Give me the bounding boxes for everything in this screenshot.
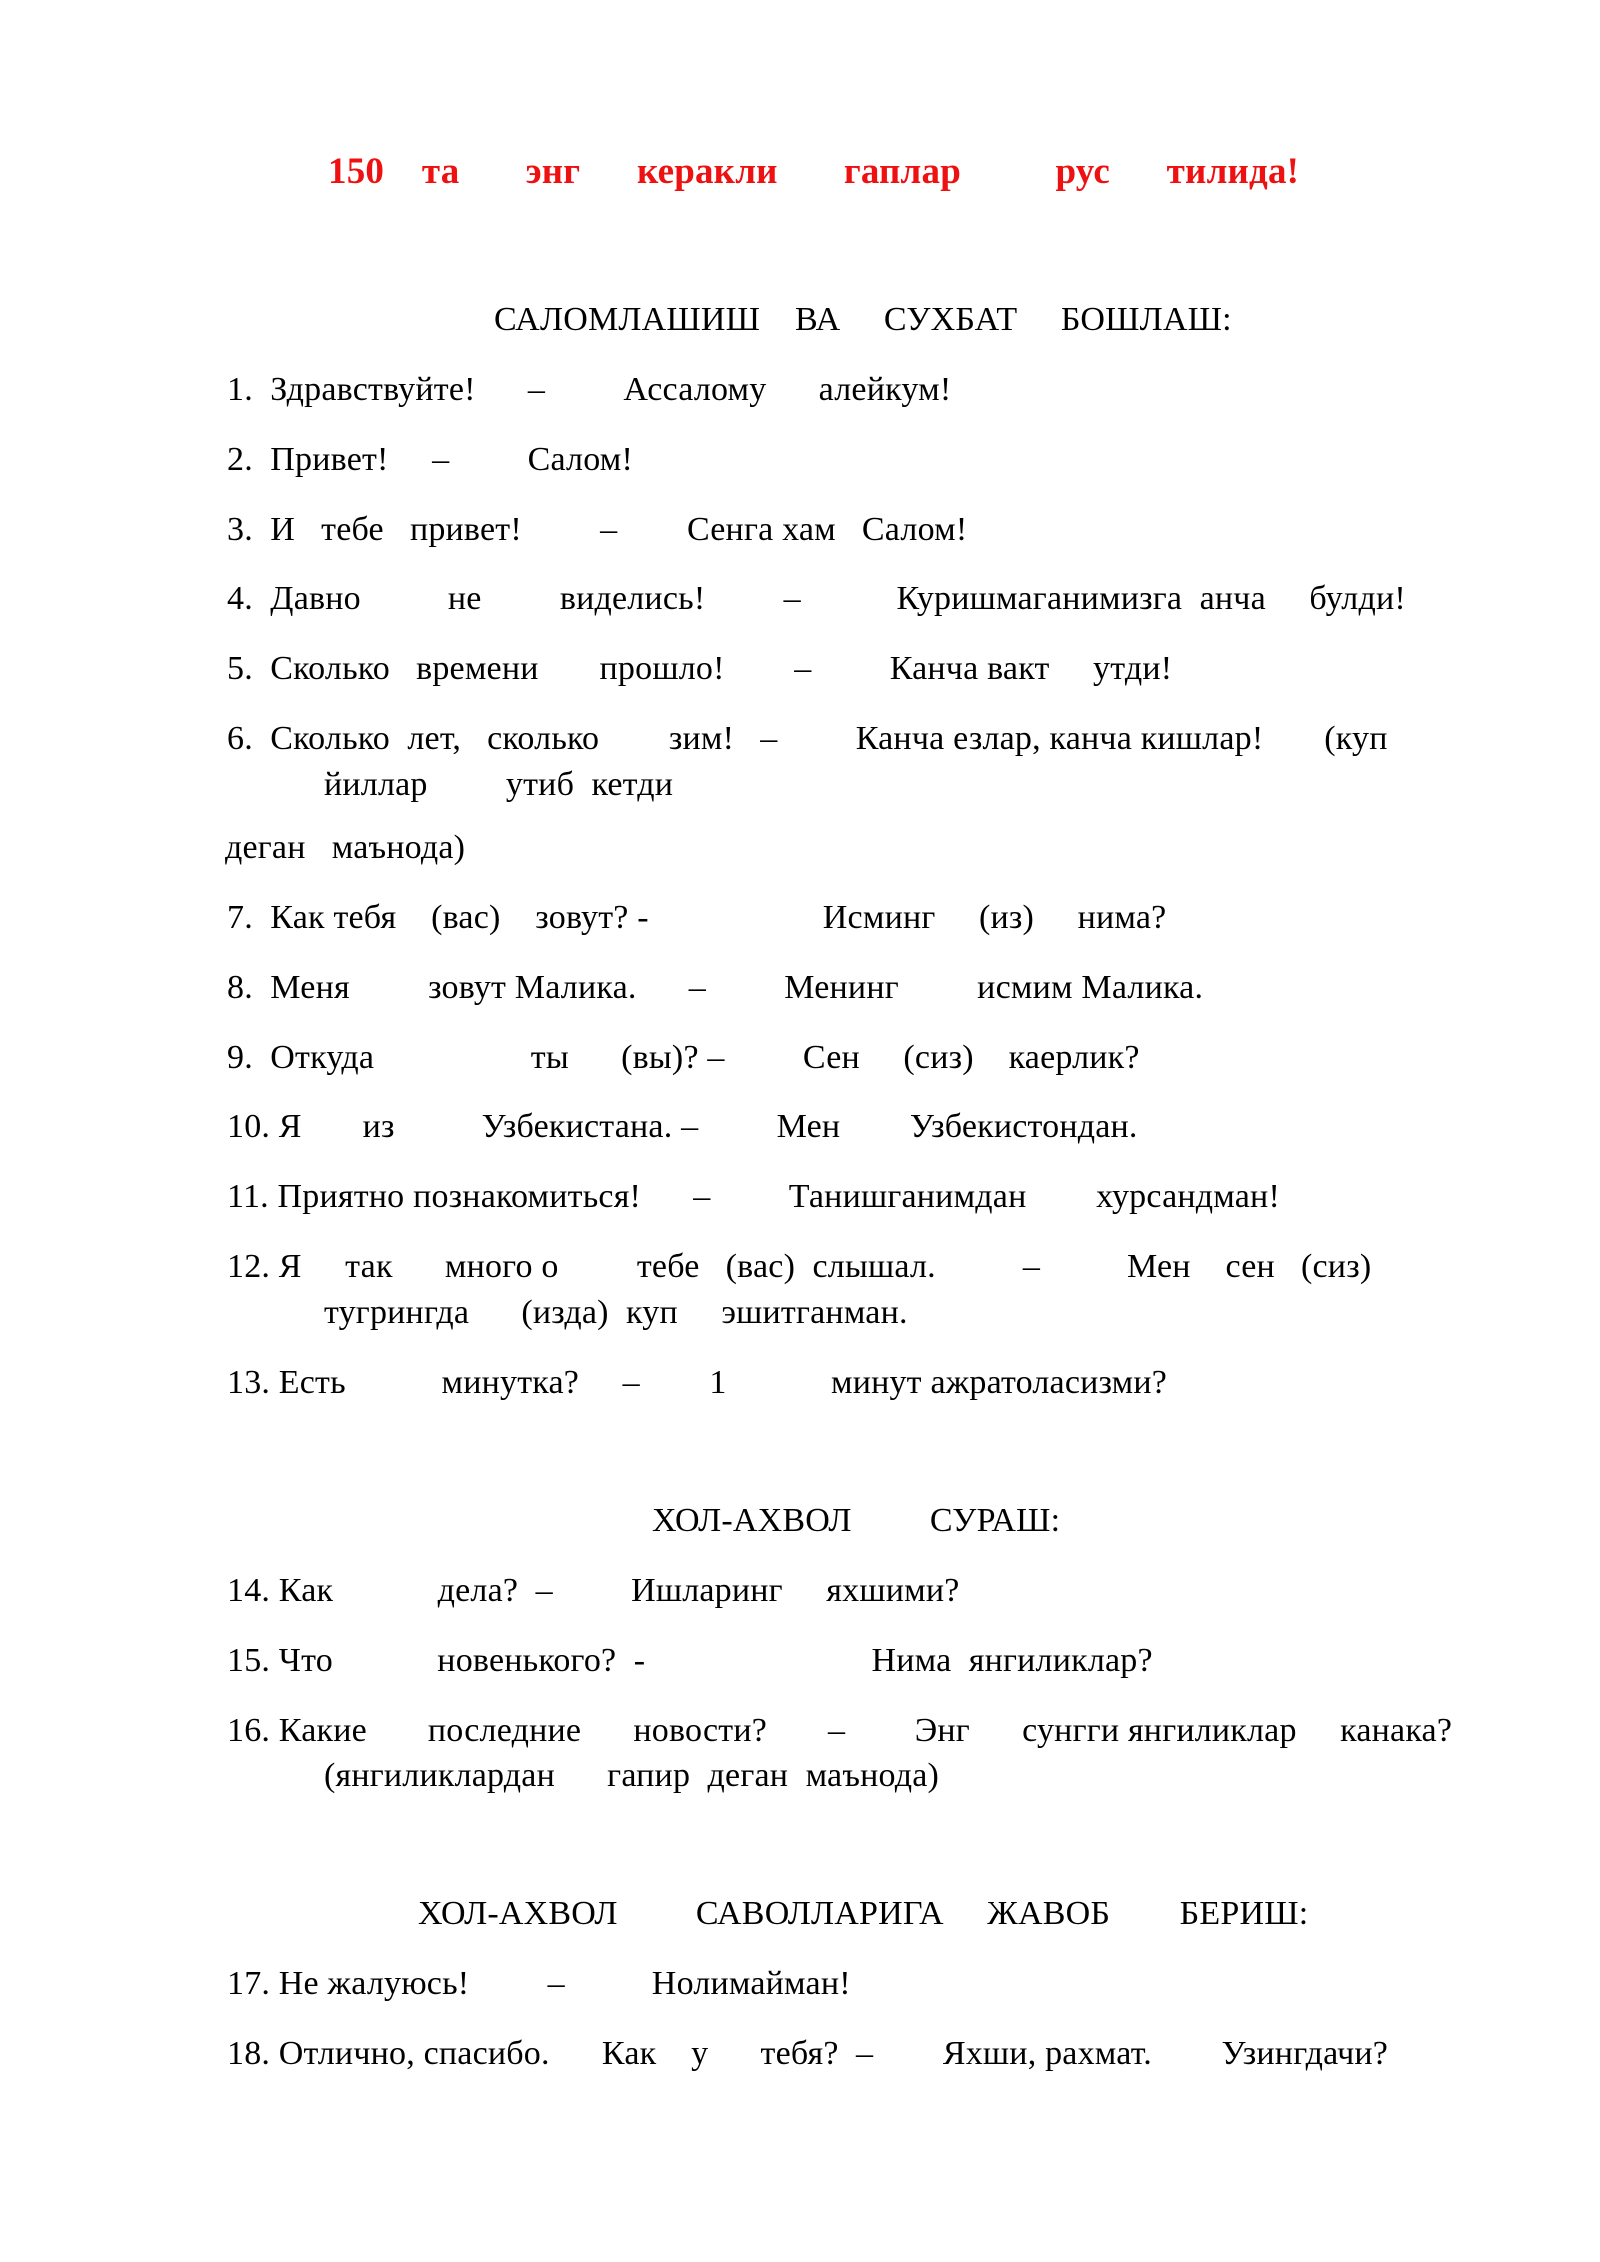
phrase-item-8: 8. Меня зовут Малика. – Менинг исмим Малика. [227, 969, 1204, 1006]
phrase-item-3: 3. И тебе привет! – Сенга хам Салом! [227, 511, 968, 548]
phrase-item-2: 2. Привет! – Салом! [227, 441, 633, 478]
phrase-item-6: 6. Сколько лет, сколько зим! – Канча езлар, канча кишлар! (куп [227, 720, 1388, 757]
phrase-item-7: 7. Как тебя (вас) зовут? - Исминг (из) нима? [227, 899, 1167, 936]
phrase-item-10: 10. Я из Узбекистана. – Мен Узбекистондан. [227, 1108, 1138, 1145]
phrase-item-9: 9. Откуда ты (вы)? – Сен (сиз) каерлик? [227, 1039, 1140, 1076]
phrase-item-12-line-2: тугрингда (изда) куп эшитганман. [324, 1294, 908, 1331]
section-heading-1: САЛОМЛАШИШ ВА СУХБАТ БОШЛАШ: [494, 301, 1232, 338]
phrase-item-11: 11. Приятно познакомиться! – Танишганимдан хурсандман! [227, 1178, 1280, 1215]
phrase-item-16-line-2: (янгиликлардан гапир деган маънода) [324, 1757, 940, 1794]
phrase-item-13: 13. Есть минутка? – 1 минут ажратоласизми? [227, 1364, 1168, 1401]
phrase-item-1: 1. Здравствуйте! – Ассалому алейкум! [227, 371, 952, 408]
section-heading-3: ХОЛ-АХВОЛ САВОЛЛАРИГА ЖАВОБ БЕРИШ: [418, 1895, 1309, 1932]
phrase-item-12: 12. Я так много о тебе (вас) слышал. – Мен сен (сиз) [227, 1248, 1372, 1285]
document-title: 150 та энг керакли гаплар рус тилида! [328, 151, 1300, 192]
phrase-item-5: 5. Сколько времени прошло! – Канча вакт утди! [227, 650, 1173, 687]
phrase-item-14: 14. Как дела? – Ишларинг яхшими? [227, 1572, 960, 1609]
phrase-item-17: 17. Не жалуюсь! – Нолимайман! [227, 1965, 851, 2002]
phrase-item-6-line-3: деган маънода) [225, 829, 466, 866]
phrase-item-4: 4. Давно не виделись! – Куришмаганимизга анча булди! [227, 580, 1406, 617]
phrase-item-16: 16. Какие последние новости? – Энг сунгги янгиликлар канака? [227, 1712, 1453, 1749]
phrase-item-15: 15. Что новенького? - Нима янгиликлар? [227, 1642, 1153, 1679]
phrase-item-6-line-2: йиллар утиб кетди [324, 766, 674, 803]
section-heading-2: ХОЛ-АХВОЛ СУРАШ: [652, 1502, 1061, 1539]
phrase-item-18: 18. Отлично, спасибо. Как у тебя? – Яхши, рахмат. Узингдачи? [227, 2035, 1389, 2072]
